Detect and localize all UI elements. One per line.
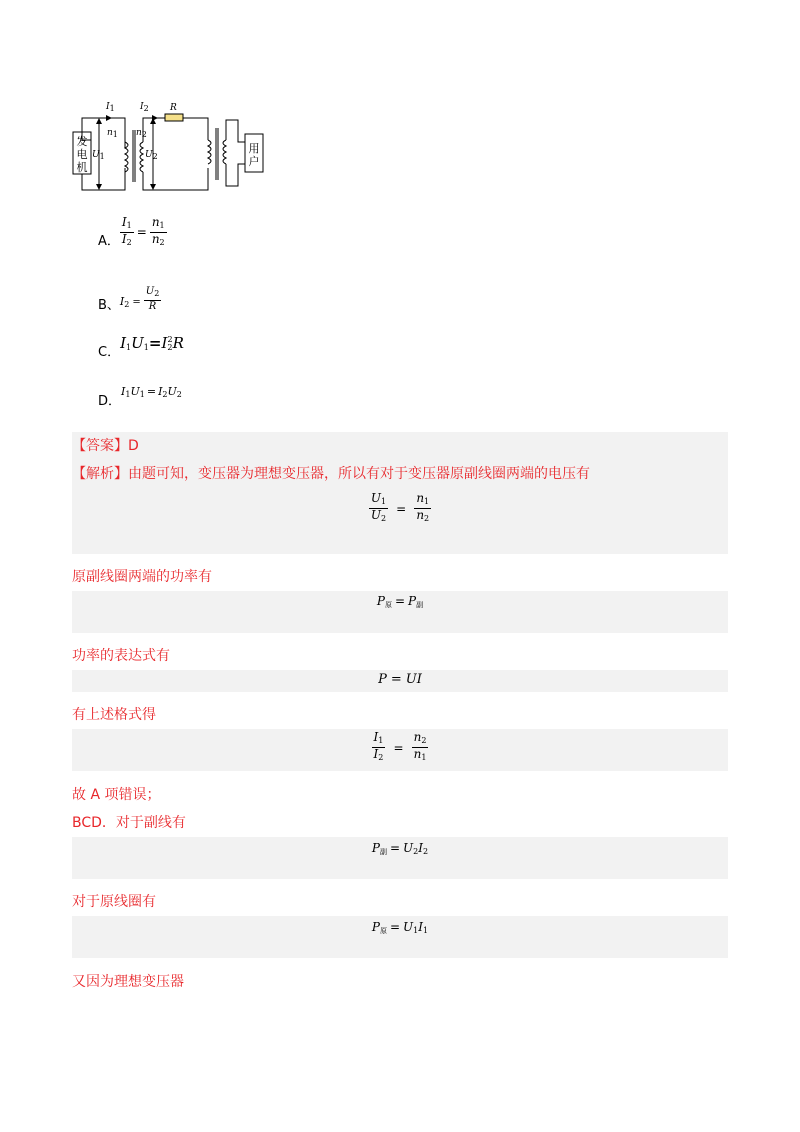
- formula-current-ratio: $\frac{I_1}{I_2}$ = $\frac{n_2}{n_1}$: [373, 730, 427, 762]
- option-a-rhs: $\frac{n_1}{n_2}$: [151, 214, 165, 247]
- text-ideal-transformer: 又因为理想变压器: [72, 974, 184, 990]
- text-combine: 有上述格式得: [72, 707, 156, 723]
- user-wire-bottom: [226, 164, 245, 186]
- analysis-intro: 由题可知，变压器为理想变压器，所以有对于变压器原副线圈两端的电压有: [128, 466, 590, 482]
- secondary-coil: [140, 142, 143, 172]
- user-wire-top: [226, 120, 245, 142]
- generator-label: 发电机: [76, 135, 88, 174]
- analysis-line: [72, 463, 590, 483]
- option-d-formula: $I_1U_1 = I_2U_2$: [121, 385, 182, 399]
- label-i1: $I_1$: [106, 102, 115, 113]
- formula-power-equal: $P_原 = P_副$: [376, 594, 424, 609]
- formula-primary-power: $P_原 = U_1I_1$: [371, 920, 429, 935]
- resistor: [165, 114, 183, 121]
- option-a-label: A．: [98, 233, 120, 249]
- current-arrow-i1: [106, 115, 112, 121]
- answer-tag: 【答案】: [72, 438, 128, 454]
- option-a: [98, 214, 167, 250]
- label-n1: $n_1$: [107, 128, 118, 139]
- option-b-label: B、: [98, 297, 120, 313]
- stepdown-secondary-coil: [223, 140, 226, 164]
- voltage-arrow-u1-tail: [96, 184, 102, 190]
- option-c-formula: $I_1U_1=I_2^2R$: [120, 334, 184, 352]
- formula-secondary-power: $P_副 = U_2I_2$: [371, 841, 429, 856]
- label-n2: $n_2$: [136, 128, 147, 139]
- text-a-wrong: 故 A 项错误；: [72, 787, 161, 803]
- voltage-arrow-u2-tail: [150, 184, 156, 190]
- text-power-expression: 功率的表达式有: [72, 648, 170, 664]
- option-d: [98, 385, 182, 409]
- analysis-tag: 【解析】: [72, 466, 128, 482]
- label-u1: $U_1$: [92, 150, 105, 161]
- label-i2: $I_2$: [140, 102, 149, 113]
- option-b: [98, 284, 161, 314]
- option-b-lhs: $I_2$: [119, 295, 130, 309]
- label-r: R: [170, 103, 177, 113]
- option-c-label: C．: [98, 345, 121, 360]
- user-label: 用户: [248, 142, 260, 168]
- transmission-wire-top-right: [183, 118, 208, 140]
- answer-line: [72, 435, 139, 455]
- text-primary-coil: 对于原线圈有: [72, 894, 156, 910]
- text-bcd-secondary: BCD．对于副线有: [72, 815, 186, 831]
- option-d-label: D．: [98, 394, 122, 409]
- text-power-both-ends: 原副线圈两端的功率有: [72, 569, 212, 585]
- answer-value: D: [128, 438, 139, 454]
- option-b-rhs: $\frac{U_2}{R}$: [145, 285, 160, 312]
- voltage-arrow-u1-head: [96, 118, 102, 124]
- option-c: [98, 334, 184, 360]
- formula-voltage-ratio: $\frac{U_1}{U_2}$ = $\frac{n_1}{n_2}$: [370, 491, 430, 523]
- formula-p-ui: P = UI: [378, 672, 422, 687]
- label-u2: $U_2$: [145, 150, 158, 161]
- option-a-lhs: $\frac{I_1}{I_2}$: [121, 214, 132, 247]
- option-a-eq: =: [136, 225, 147, 239]
- stepdown-primary-coil: [208, 140, 211, 164]
- option-b-eq: =: [132, 296, 141, 308]
